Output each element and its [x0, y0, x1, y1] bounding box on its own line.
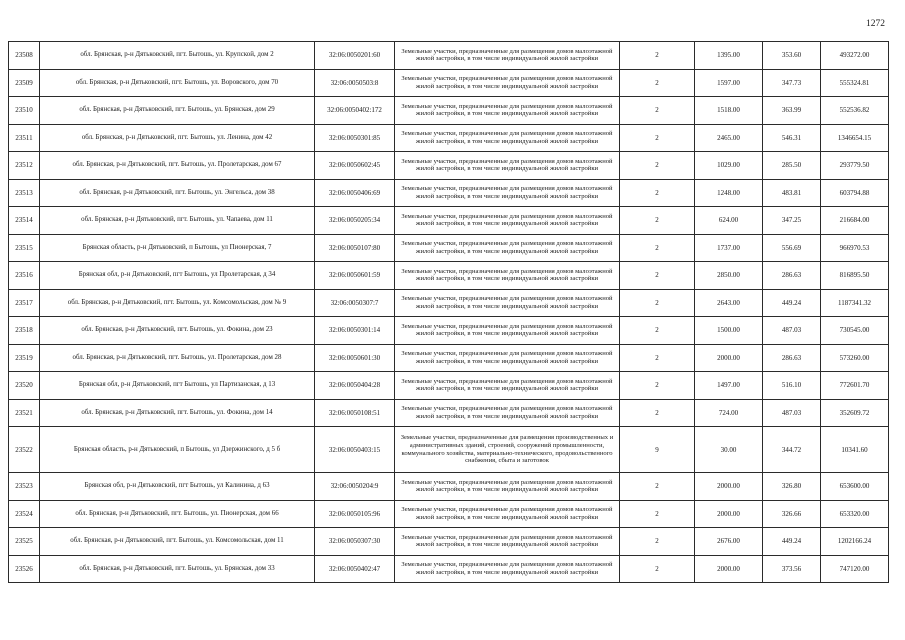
row-number-cell: 23510: [9, 97, 40, 125]
area-cell: 30.00: [695, 427, 763, 473]
land-use-cell: Земельные участки, предназначенные для размещения домов малоэтажной жилой застройки, в том числе индивидуальной жилой застройки: [395, 555, 620, 583]
group-cell: 9: [620, 427, 695, 473]
land-use-cell: Земельные участки, предназначенные для размещения домов малоэтажной жилой застройки, в том числе индивидуальной жилой застройки: [395, 317, 620, 345]
address-cell: обл. Брянская, р-н Дятьковский, пгт. Бытошь, ул. Чапаева, дом 11: [40, 207, 315, 235]
address-cell: обл. Брянская, р-н Дятьковский, пгт. Бытошь, ул. Ленина, дом 42: [40, 124, 315, 152]
group-cell: 2: [620, 42, 695, 70]
area-cell: 624.00: [695, 207, 763, 235]
cadastral-value-cell: 552536.82: [821, 97, 889, 125]
cadastral-number-cell: 32:06:0050204:9: [315, 473, 395, 501]
cadastral-value-cell: 493272.00: [821, 42, 889, 70]
land-use-cell: Земельные участки, предназначенные для размещения домов малоэтажной жилой застройки, в том числе индивидуальной жилой застройки: [395, 69, 620, 97]
group-cell: 2: [620, 528, 695, 556]
table-row: [9, 262, 889, 290]
row-number-cell: 23522: [9, 427, 40, 473]
area-cell: 1029.00: [695, 152, 763, 180]
specific-value-cell: 363.99: [763, 97, 821, 125]
address-cell: Брянская обл, р-н Дятьковский, пгт Бытошь, ул Партизанская, д 13: [40, 372, 315, 400]
area-cell: 2465.00: [695, 124, 763, 152]
address-cell: обл. Брянская, р-н Дятьковский, пгт. Бытошь, ул. Пролетарская, дом 28: [40, 344, 315, 372]
table-row: [9, 69, 889, 97]
cadastral-value-cell: 1346654.15: [821, 124, 889, 152]
cadastral-number-cell: 32:06:0050307:30: [315, 528, 395, 556]
land-value-table: [8, 41, 889, 583]
area-cell: 1500.00: [695, 317, 763, 345]
table-row: [9, 179, 889, 207]
group-cell: 2: [620, 69, 695, 97]
cadastral-number-cell: 32:06:0050503:8: [315, 69, 395, 97]
specific-value-cell: 487.03: [763, 399, 821, 427]
group-cell: 2: [620, 234, 695, 262]
group-cell: 2: [620, 152, 695, 180]
cadastral-number-cell: 32:06:0050107:80: [315, 234, 395, 262]
area-cell: 2000.00: [695, 344, 763, 372]
cadastral-value-cell: 1187341.32: [821, 289, 889, 317]
table-row: [9, 124, 889, 152]
cadastral-number-cell: 32:06:0050301:85: [315, 124, 395, 152]
row-number-cell: 23509: [9, 69, 40, 97]
group-cell: 2: [620, 500, 695, 528]
area-cell: 2000.00: [695, 473, 763, 501]
cadastral-number-cell: 32:06:0050403:15: [315, 427, 395, 473]
row-number-cell: 23526: [9, 555, 40, 583]
cadastral-number-cell: 32:06:0050406:69: [315, 179, 395, 207]
specific-value-cell: 286.63: [763, 344, 821, 372]
address-cell: обл. Брянская, р-н Дятьковский, пгт. Бытошь, ул. Воровского, дом 70: [40, 69, 315, 97]
table-row: [9, 42, 889, 70]
cadastral-number-cell: 32:06:0050307:7: [315, 289, 395, 317]
address-cell: обл. Брянская, р-н Дятьковский, пгт. Бытошь, ул. Энгельса, дом 38: [40, 179, 315, 207]
area-cell: 1395.00: [695, 42, 763, 70]
land-use-cell: Земельные участки, предназначенные для размещения домов малоэтажной жилой застройки, в том числе индивидуальной жилой застройки: [395, 372, 620, 400]
land-use-cell: Земельные участки, предназначенные для размещения домов малоэтажной жилой застройки, в том числе индивидуальной жилой застройки: [395, 179, 620, 207]
group-cell: 2: [620, 473, 695, 501]
table-row: [9, 473, 889, 501]
land-use-cell: Земельные участки, предназначенные для размещения домов малоэтажной жилой застройки, в том числе индивидуальной жилой застройки: [395, 289, 620, 317]
address-cell: обл. Брянская, р-н Дятьковский, пгт. Бытошь, ул. Фокина, дом 14: [40, 399, 315, 427]
row-number-cell: 23525: [9, 528, 40, 556]
cadastral-value-cell: 573260.00: [821, 344, 889, 372]
group-cell: 2: [620, 317, 695, 345]
address-cell: обл. Брянская, р-н Дятьковский, пгт. Бытошь, ул. Брянская, дом 33: [40, 555, 315, 583]
land-use-cell: Земельные участки, предназначенные для размещения домов малоэтажной жилой застройки, в том числе индивидуальной жилой застройки: [395, 42, 620, 70]
land-use-cell: Земельные участки, предназначенные для размещения производственных и административных зданий, строений, сооружений промышленности, коммунального хозяйства, материально-технического, продовольственного снабжения, сбыта и заготовок: [395, 427, 620, 473]
cadastral-value-cell: 352609.72: [821, 399, 889, 427]
cadastral-number-cell: 32:06:0050105:96: [315, 500, 395, 528]
table-row: [9, 372, 889, 400]
specific-value-cell: 326.80: [763, 473, 821, 501]
land-use-cell: Земельные участки, предназначенные для размещения домов малоэтажной жилой застройки, в том числе индивидуальной жилой застройки: [395, 399, 620, 427]
address-cell: обл. Брянская, р-н Дятьковский, пгт. Бытошь, ул. Пионерская, дом 66: [40, 500, 315, 528]
cadastral-value-cell: 603794.88: [821, 179, 889, 207]
area-cell: 2000.00: [695, 500, 763, 528]
table-row: [9, 234, 889, 262]
row-number-cell: 23516: [9, 262, 40, 290]
group-cell: 2: [620, 124, 695, 152]
table-row: [9, 528, 889, 556]
area-cell: 1597.00: [695, 69, 763, 97]
land-use-cell: Земельные участки, предназначенные для размещения домов малоэтажной жилой застройки, в том числе индивидуальной жилой застройки: [395, 262, 620, 290]
group-cell: 2: [620, 207, 695, 235]
row-number-cell: 23520: [9, 372, 40, 400]
land-use-cell: Земельные участки, предназначенные для размещения домов малоэтажной жилой застройки, в том числе индивидуальной жилой застройки: [395, 473, 620, 501]
cadastral-number-cell: 32:06:0050404:28: [315, 372, 395, 400]
row-number-cell: 23521: [9, 399, 40, 427]
group-cell: 2: [620, 344, 695, 372]
land-use-cell: Земельные участки, предназначенные для размещения домов малоэтажной жилой застройки, в том числе индивидуальной жилой застройки: [395, 500, 620, 528]
area-cell: 1737.00: [695, 234, 763, 262]
row-number-cell: 23524: [9, 500, 40, 528]
specific-value-cell: 546.31: [763, 124, 821, 152]
group-cell: 2: [620, 179, 695, 207]
row-number-cell: 23523: [9, 473, 40, 501]
cadastral-number-cell: 32:06:0050601:59: [315, 262, 395, 290]
group-cell: 2: [620, 262, 695, 290]
cadastral-value-cell: 10341.60: [821, 427, 889, 473]
area-cell: 2676.00: [695, 528, 763, 556]
specific-value-cell: 326.66: [763, 500, 821, 528]
cadastral-value-cell: 816895.50: [821, 262, 889, 290]
table-row: [9, 207, 889, 235]
land-use-cell: Земельные участки, предназначенные для размещения домов малоэтажной жилой застройки, в том числе индивидуальной жилой застройки: [395, 124, 620, 152]
group-cell: 2: [620, 555, 695, 583]
cadastral-value-cell: 216684.00: [821, 207, 889, 235]
cadastral-number-cell: 32:06:0050601:30: [315, 344, 395, 372]
table-row: [9, 344, 889, 372]
row-number-cell: 23517: [9, 289, 40, 317]
specific-value-cell: 556.69: [763, 234, 821, 262]
cadastral-number-cell: 32:06:0050402:47: [315, 555, 395, 583]
address-cell: Брянская обл, р-н Дятьковский, пгт Бытошь, ул Калинина, д 63: [40, 473, 315, 501]
cadastral-number-cell: 32:06:0050205:34: [315, 207, 395, 235]
cadastral-value-cell: 966970.53: [821, 234, 889, 262]
address-cell: обл. Брянская, р-н Дятьковский, пгт. Бытошь, ул. Комсомольская, дом 11: [40, 528, 315, 556]
specific-value-cell: 347.73: [763, 69, 821, 97]
cadastral-value-cell: 293779.50: [821, 152, 889, 180]
specific-value-cell: 353.60: [763, 42, 821, 70]
table-row: [9, 500, 889, 528]
area-cell: 2850.00: [695, 262, 763, 290]
row-number-cell: 23508: [9, 42, 40, 70]
table-row: [9, 97, 889, 125]
address-cell: обл. Брянская, р-н Дятьковский, пгт. Бытошь, ул. Крупской, дом 2: [40, 42, 315, 70]
land-use-cell: Земельные участки, предназначенные для размещения домов малоэтажной жилой застройки, в том числе индивидуальной жилой застройки: [395, 528, 620, 556]
specific-value-cell: 373.56: [763, 555, 821, 583]
cadastral-value-cell: 730545.00: [821, 317, 889, 345]
specific-value-cell: 286.63: [763, 262, 821, 290]
cadastral-number-cell: 32:06:0050201:60: [315, 42, 395, 70]
address-cell: обл. Брянская, р-н Дятьковский, пгт. Бытошь, ул. Комсомольская, дом № 9: [40, 289, 315, 317]
specific-value-cell: 449.24: [763, 528, 821, 556]
area-cell: 1497.00: [695, 372, 763, 400]
table-body: [9, 42, 889, 583]
specific-value-cell: 344.72: [763, 427, 821, 473]
land-use-cell: Земельные участки, предназначенные для размещения домов малоэтажной жилой застройки, в том числе индивидуальной жилой застройки: [395, 152, 620, 180]
address-cell: Брянская обл, р-н Дятьковский, пгт Бытошь, ул Пролетарская, д 34: [40, 262, 315, 290]
table-row: [9, 427, 889, 473]
group-cell: 2: [620, 97, 695, 125]
cadastral-value-cell: 653320.00: [821, 500, 889, 528]
row-number-cell: 23518: [9, 317, 40, 345]
land-use-cell: Земельные участки, предназначенные для размещения домов малоэтажной жилой застройки, в том числе индивидуальной жилой застройки: [395, 97, 620, 125]
group-cell: 2: [620, 372, 695, 400]
row-number-cell: 23515: [9, 234, 40, 262]
table-row: [9, 152, 889, 180]
cadastral-value-cell: 747120.00: [821, 555, 889, 583]
area-cell: 724.00: [695, 399, 763, 427]
address-cell: Брянская область, р-н Дятьковский, п Бытошь, ул Пионерская, 7: [40, 234, 315, 262]
land-use-cell: Земельные участки, предназначенные для размещения домов малоэтажной жилой застройки, в том числе индивидуальной жилой застройки: [395, 344, 620, 372]
row-number-cell: 23512: [9, 152, 40, 180]
area-cell: 2000.00: [695, 555, 763, 583]
cadastral-value-cell: 772601.70: [821, 372, 889, 400]
area-cell: 1518.00: [695, 97, 763, 125]
specific-value-cell: 516.10: [763, 372, 821, 400]
land-use-cell: Земельные участки, предназначенные для размещения домов малоэтажной жилой застройки, в том числе индивидуальной жилой застройки: [395, 207, 620, 235]
group-cell: 2: [620, 399, 695, 427]
specific-value-cell: 347.25: [763, 207, 821, 235]
specific-value-cell: 483.81: [763, 179, 821, 207]
land-use-cell: Земельные участки, предназначенные для размещения домов малоэтажной жилой застройки, в том числе индивидуальной жилой застройки: [395, 234, 620, 262]
group-cell: 2: [620, 289, 695, 317]
cadastral-value-cell: 555324.81: [821, 69, 889, 97]
address-cell: Брянская область, р-н Дятьковский, п Бытошь, ул Дзержинского, д 5 б: [40, 427, 315, 473]
cadastral-number-cell: 32:06:0050602:45: [315, 152, 395, 180]
specific-value-cell: 487.03: [763, 317, 821, 345]
table-row: [9, 399, 889, 427]
row-number-cell: 23511: [9, 124, 40, 152]
row-number-cell: 23513: [9, 179, 40, 207]
cadastral-value-cell: 1202166.24: [821, 528, 889, 556]
row-number-cell: 23514: [9, 207, 40, 235]
table-row: [9, 555, 889, 583]
cadastral-number-cell: 32:06:0050108:51: [315, 399, 395, 427]
cadastral-number-cell: 32:06:0050402:172: [315, 97, 395, 125]
table-row: [9, 317, 889, 345]
address-cell: обл. Брянская, р-н Дятьковский, пгт. Бытошь, ул. Фокина, дом 23: [40, 317, 315, 345]
specific-value-cell: 285.50: [763, 152, 821, 180]
area-cell: 2643.00: [695, 289, 763, 317]
address-cell: обл. Брянская, р-н Дятьковский, пгт. Бытошь, ул. Брянская, дом 29: [40, 97, 315, 125]
cadastral-value-cell: 653600.00: [821, 473, 889, 501]
address-cell: обл. Брянская, р-н Дятьковский, пгт. Бытошь, ул. Пролетарская, дом 67: [40, 152, 315, 180]
area-cell: 1248.00: [695, 179, 763, 207]
row-number-cell: 23519: [9, 344, 40, 372]
page-number: 1272: [866, 19, 885, 29]
specific-value-cell: 449.24: [763, 289, 821, 317]
cadastral-number-cell: 32:06:0050301:14: [315, 317, 395, 345]
table-row: [9, 289, 889, 317]
